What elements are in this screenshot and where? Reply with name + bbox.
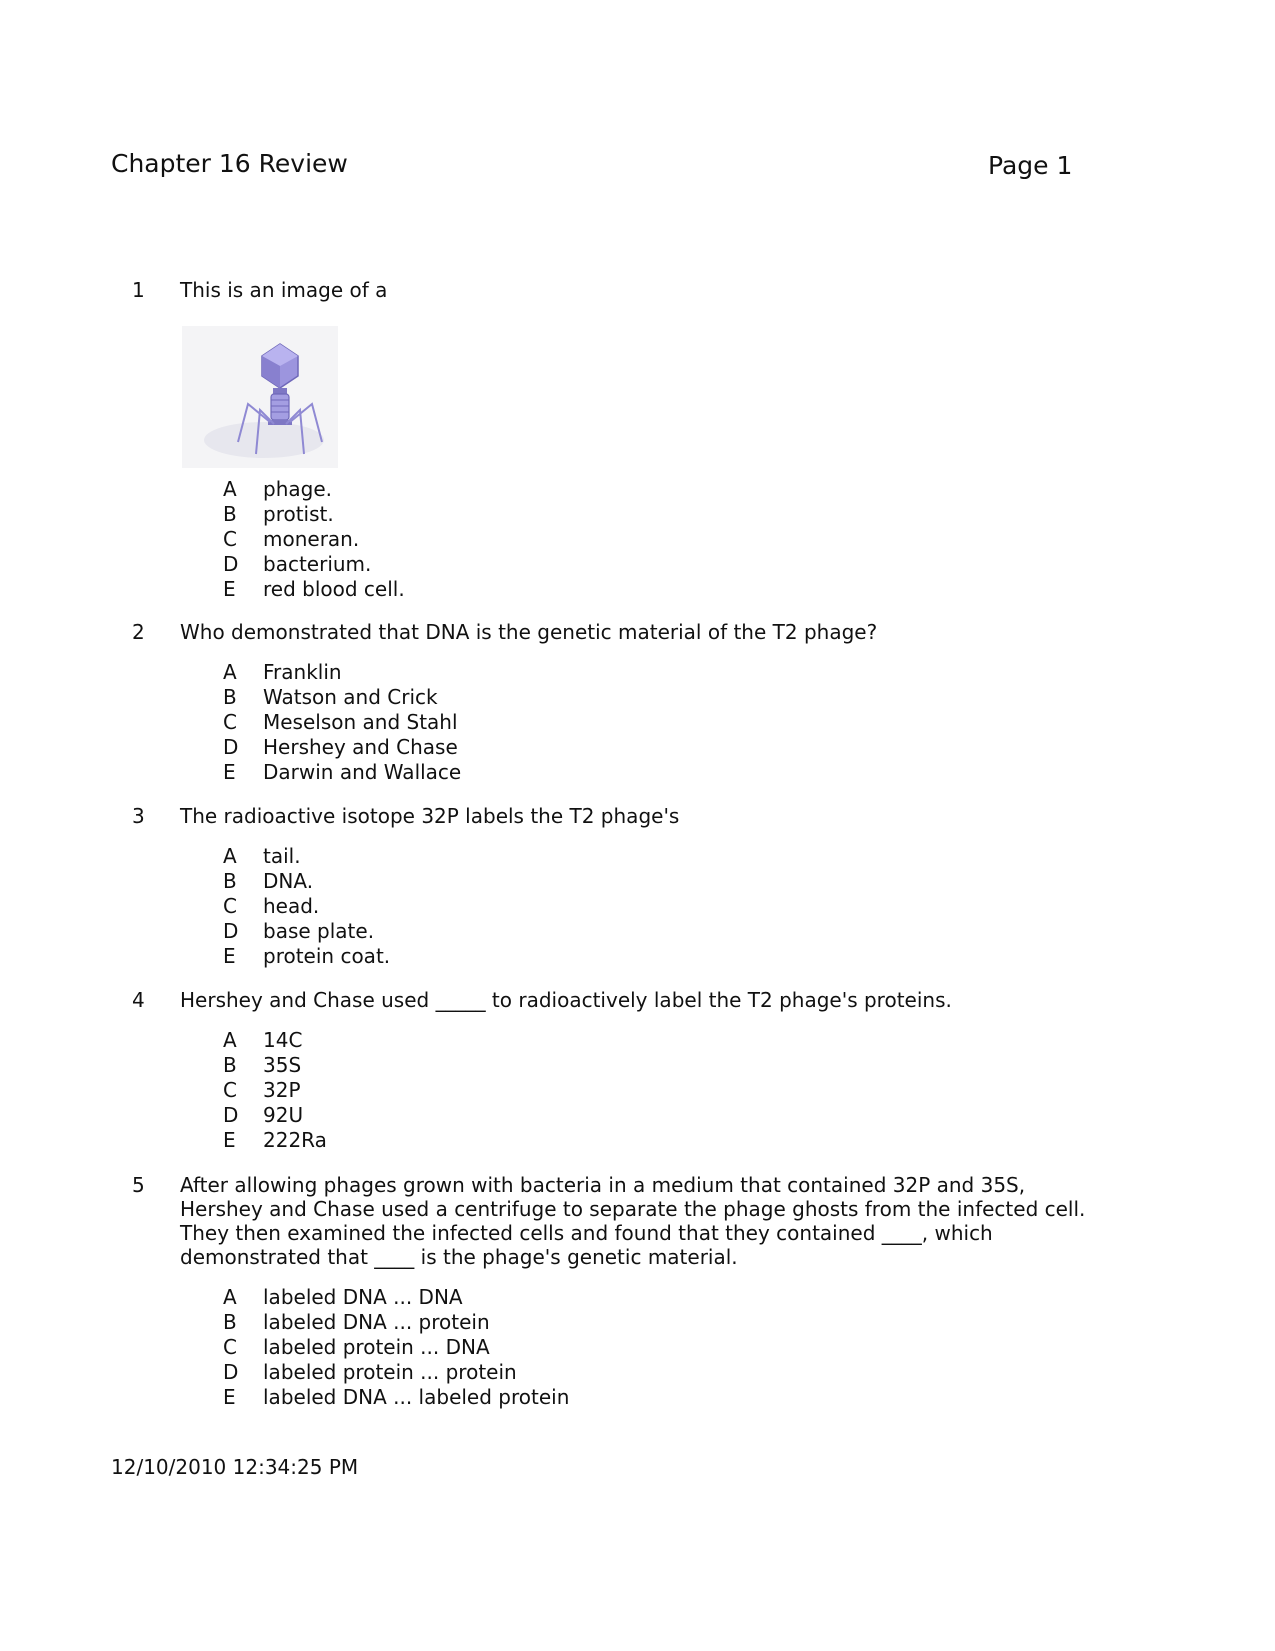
- choice-letter: E: [223, 1385, 236, 1409]
- choice-text: labeled DNA ... labeled protein: [263, 1385, 570, 1409]
- question-text-line: The radioactive isotope 32P labels the T2 phage's: [180, 804, 680, 828]
- choice-letter: C: [223, 1335, 237, 1359]
- choice-letter: D: [223, 919, 239, 943]
- choice-text: protein coat.: [263, 944, 391, 968]
- choice-letter: A: [223, 1285, 237, 1309]
- choice-text: labeled DNA ... DNA: [263, 1285, 463, 1309]
- question-text-line: demonstrated that ____ is the phage's genetic material.: [180, 1245, 738, 1269]
- choice-text: Hershey and Chase: [263, 735, 458, 759]
- choice-letter: C: [223, 1078, 237, 1102]
- question-text-line: After allowing phages grown with bacteria in a medium that contained 32P and 35S,: [180, 1173, 1026, 1197]
- choice-letter: E: [223, 577, 236, 601]
- question-text-line: They then examined the infected cells and found that they contained ____, which: [180, 1221, 993, 1245]
- choice-letter: A: [223, 660, 237, 684]
- question-text: [180, 278, 387, 302]
- choice-letter: B: [223, 1310, 237, 1334]
- question-text-line: Hershey and Chase used a centrifuge to separate the phage ghosts from the infected cell.: [180, 1197, 1086, 1221]
- question-text: [180, 620, 877, 644]
- question-number: 3: [132, 804, 145, 828]
- question-text: [180, 804, 679, 828]
- page-number: Page 1: [988, 151, 1073, 180]
- choice-letter: B: [223, 685, 237, 709]
- choice-letter: C: [223, 527, 237, 551]
- question-number: 4: [132, 988, 145, 1012]
- page-title: Chapter 16 Review: [111, 149, 348, 178]
- choice-text: protist.: [263, 502, 334, 526]
- choice-text: tail.: [263, 844, 301, 868]
- choice-letter: D: [223, 735, 239, 759]
- choice-text: Watson and Crick: [263, 685, 438, 709]
- choice-letter: B: [223, 502, 237, 526]
- choice-letter: D: [223, 552, 239, 576]
- question-text: [180, 988, 952, 1012]
- choice-letter: A: [223, 1028, 237, 1052]
- choice-text: Meselson and Stahl: [263, 710, 458, 734]
- choice-text: moneran.: [263, 527, 360, 551]
- choice-text: head.: [263, 894, 320, 918]
- choice-text: Darwin and Wallace: [263, 760, 462, 784]
- choice-text: labeled DNA ... protein: [263, 1310, 490, 1334]
- choice-letter: C: [223, 894, 237, 918]
- question-text-line: Who demonstrated that DNA is the genetic material of the T2 phage?: [180, 620, 878, 644]
- choice-text: bacterium.: [263, 552, 372, 576]
- choice-text: 32P: [263, 1078, 301, 1102]
- choice-text: 35S: [263, 1053, 302, 1077]
- choice-text: DNA.: [263, 869, 314, 893]
- choice-text: labeled protein ... protein: [263, 1360, 517, 1384]
- question-number: 2: [132, 620, 145, 644]
- choice-text: base plate.: [263, 919, 375, 943]
- choice-letter: C: [223, 710, 237, 734]
- choice-text: Franklin: [263, 660, 342, 684]
- choice-letter: D: [223, 1103, 239, 1127]
- choice-letter: A: [223, 477, 237, 501]
- footer-timestamp: 12/10/2010 12:34:25 PM: [111, 1455, 359, 1479]
- choice-letter: B: [223, 869, 237, 893]
- choice-letter: E: [223, 1128, 236, 1152]
- question-text: [180, 1173, 1085, 1269]
- question-text-line: Hershey and Chase used _____ to radioactively label the T2 phage's proteins.: [180, 988, 952, 1012]
- question-text-line: This is an image of a: [180, 278, 388, 302]
- choice-text: 222Ra: [263, 1128, 327, 1152]
- choice-letter: E: [223, 760, 236, 784]
- choice-text: labeled protein ... DNA: [263, 1335, 490, 1359]
- choice-letter: E: [223, 944, 236, 968]
- question-number: 5: [132, 1173, 145, 1197]
- choice-letter: D: [223, 1360, 239, 1384]
- choice-text: 92U: [263, 1103, 304, 1127]
- choice-letter: B: [223, 1053, 237, 1077]
- choice-letter: A: [223, 844, 237, 868]
- choice-text: red blood cell.: [263, 577, 405, 601]
- choice-text: 14C: [263, 1028, 303, 1052]
- bacteriophage-icon: [182, 326, 338, 468]
- question-number: 1: [132, 278, 145, 302]
- choice-text: phage.: [263, 477, 332, 501]
